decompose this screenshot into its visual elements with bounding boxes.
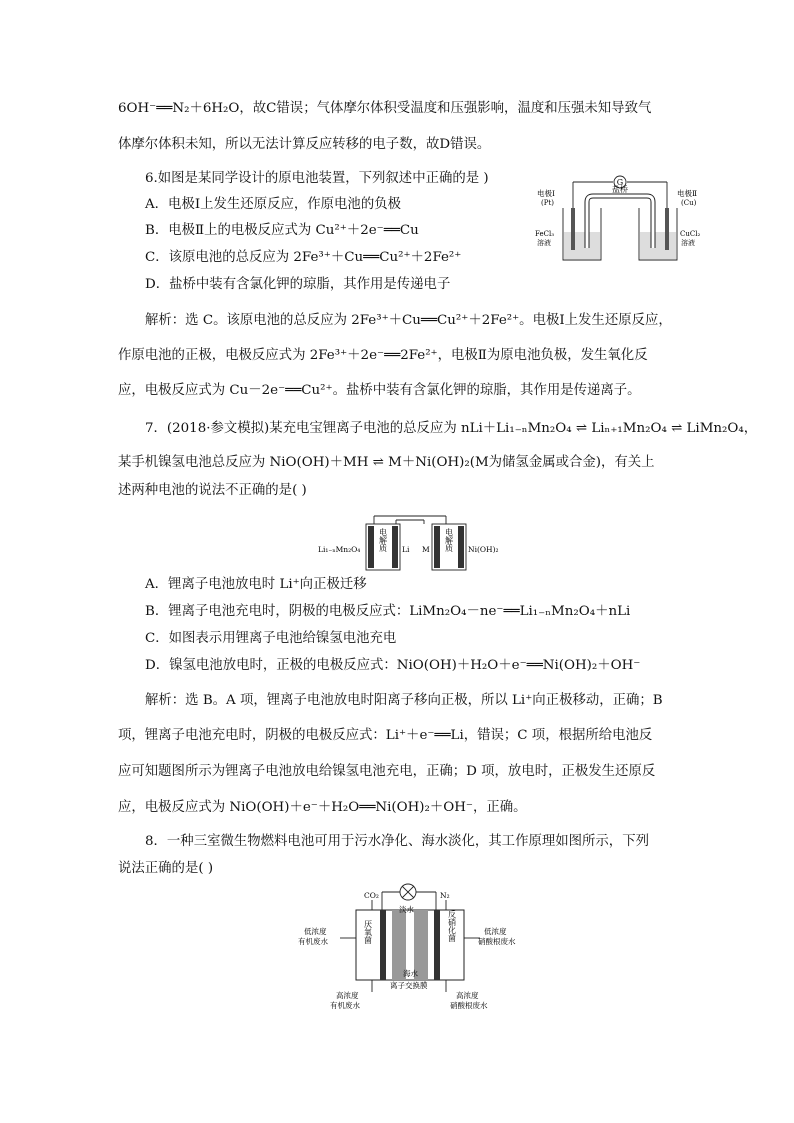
question-6-stem: 6.如图是某同学设计的原电池装置，下列叙述中正确的是 )	[145, 171, 489, 186]
q6-galvanic-cell-diagram	[535, 170, 705, 265]
q7-option-b: B．锂离子电池充电时，阴极的电极反应式：LiMn₂O₄－ne⁻══Li₁₋ₙMn₂O₄＋nLi	[145, 604, 631, 619]
text-line: 6OH⁻══N₂＋6H₂O，故C错误；气体摩尔体积受温度和压强影响，温度和压强未知导致气	[118, 101, 652, 116]
question-7-stem: 述两种电池的说法不正确的是( )	[118, 483, 307, 498]
electrolyte-label: 电解质	[444, 528, 454, 552]
seawater-label: 海水	[403, 969, 418, 978]
q7-answer: 应，电极反应式为 NiO(OH)＋e⁻＋H₂O══Ni(OH)₂＋OH⁻，正确。	[118, 800, 527, 815]
low-organic-label-2: 有机废水	[298, 937, 328, 946]
electrode-2-label: 电极Ⅱ	[677, 189, 698, 198]
q7-battery-diagram	[316, 512, 516, 574]
question-7-stem: 7．(2018·参文模拟)某充电宝锂离子电池的总反应为 nLi＋Li₁₋ₙMn₂O₄ ⇌ Liₙ₊₁Mn₂O₄ ⇌ LiMn₂O₄，	[145, 421, 758, 436]
fresh-water-label: 淡水	[399, 905, 414, 914]
solution-1-label: FeCl₃	[535, 230, 555, 238]
q8-three-chamber-cell-diagram	[296, 880, 536, 1015]
high-organic-label: 高浓度	[336, 991, 359, 1000]
q7-option-a: A．锂离子电池放电时 Li⁺向正极迁移	[145, 577, 367, 592]
anaerobic-bacteria-label: 厌氧菌	[363, 920, 373, 944]
q6-answer: 解析：选 C。该原电池的总反应为 2Fe³⁺＋Cu══Cu²⁺＋2Fe²⁺。电极Ⅰ上发生还原反应，	[145, 313, 672, 328]
question-8-stem: 8．一种三室微生物燃料电池可用于污水净化、海水淡化，其工作原理如图所示，下列	[145, 834, 649, 849]
high-nitrate-label: 高浓度	[456, 991, 479, 1000]
solution-1-label-2: 溶液	[537, 239, 551, 247]
q6-option-d: D．盐桥中装有含氯化钾的琼脂，其作用是传递电子	[145, 277, 451, 292]
co2-label: CO₂	[364, 891, 379, 900]
solution-2-label-2: 溶液	[681, 239, 695, 247]
solution-2-label: CuCl₂	[680, 230, 701, 238]
cathode-material-label: Li₁₋ₙMn₂O₄	[318, 545, 361, 554]
salt-bridge-label: 盐桥	[612, 185, 628, 194]
q6-option-b: B．电极Ⅱ上的电极反应式为 Cu²⁺＋2e⁻══Cu	[145, 223, 419, 238]
q7-option-d: D．镍氢电池放电时，正极的电极反应式：NiO(OH)＋H₂O＋e⁻══Ni(OH)₂＋OH⁻	[145, 658, 641, 673]
q7-answer: 项，锂离子电池充电时，阴极的电极反应式：Li⁺＋e⁻══Li，错误；C 项，根据所给电池反	[118, 728, 653, 743]
galvanometer-label: G	[616, 178, 624, 187]
q7-answer: 解析：选 B。A 项，锂离子电池放电时阳离子移向正极，所以 Li⁺向正极移动，正确；B	[145, 693, 663, 708]
q6-option-a: A．电极Ⅰ上发生还原反应，作原电池的负极	[145, 197, 401, 212]
high-organic-label-2: 有机废水	[330, 1001, 360, 1010]
ion-exchange-membrane-label: 离子交换膜	[390, 981, 428, 990]
q6-answer: 作原电池的正极，电极反应式为 2Fe³⁺＋2e⁻══2Fe²⁺，电极Ⅱ为原电池负极，发生氧化反	[118, 348, 648, 363]
question-7-stem: 某手机镍氢电池总反应为 NiO(OH)＋MH ⇌ M＋Ni(OH)₂(M为储氢金属或合金)，有关上	[118, 455, 655, 470]
q7-answer: 应可知题图所示为锂离子电池放电给镍氢电池充电，正确；D 项，放电时，正极发生还原反	[118, 764, 656, 779]
electrode-1-label: 电极Ⅰ	[537, 189, 555, 198]
denitrifying-bacteria-label: 反硝化菌	[447, 910, 457, 942]
q7-option-c: C．如图表示用锂离子电池给镍氢电池充电	[145, 631, 397, 646]
nickel-label: Ni(OH)₂	[468, 545, 499, 554]
q6-option-c: C．该原电池的总反应为 2Fe³⁺＋Cu══Cu²⁺＋2Fe²⁺	[145, 250, 462, 265]
n2-label: N₂	[440, 891, 450, 900]
low-nitrate-label: 低浓度	[484, 927, 507, 936]
text-line: 体摩尔体积未知，所以无法计算反应转移的电子数，故D错误。	[118, 137, 491, 152]
low-nitrate-label-2: 硝酸根废水	[478, 937, 516, 946]
m-label: M	[422, 545, 430, 554]
question-8-stem: 说法正确的是( )	[118, 861, 214, 876]
low-organic-label: 低浓度	[304, 927, 327, 936]
electrolyte-label: 电解质	[378, 528, 388, 552]
q6-answer: 应，电极反应式为 Cu－2e⁻══Cu²⁺。盐桥中装有含氯化钾的琼脂，其作用是传递离子。	[118, 383, 641, 398]
electrode-2-material: (Cu)	[681, 199, 697, 207]
high-nitrate-label-2: 硝酸根废水	[450, 1001, 488, 1010]
li-label: Li	[402, 545, 410, 554]
electrode-1-material: (Pt)	[541, 199, 554, 207]
